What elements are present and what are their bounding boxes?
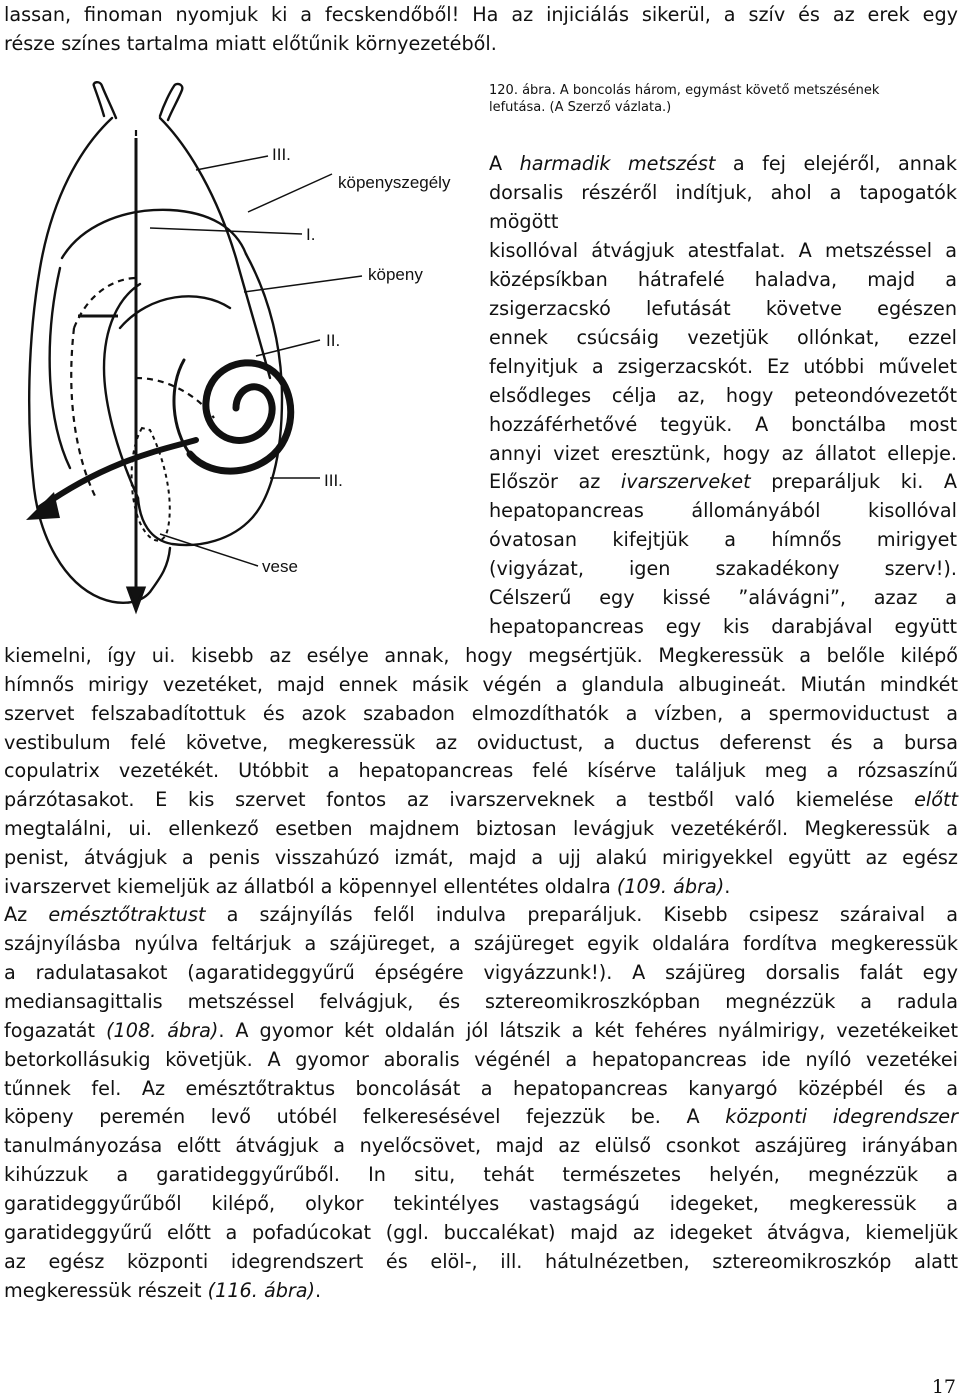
body-line: megtalálni, ui. ellenkező esetben majdnem biztosan levágjuk vezetékéről. Megkeressük a: [4, 817, 958, 840]
right-column-line: zsigerzacskó lefutását követve egészen: [489, 297, 957, 320]
body-line: megkeressük részeit (116. ábra).: [4, 1279, 322, 1302]
right-column-line: mögött: [489, 210, 559, 233]
figure-label-cut3-top: III.: [272, 145, 291, 164]
body-line: az egész központi idegrendszert és elöl-, ill. hátulnézetben, sztereomikroszkóp alatt: [4, 1250, 958, 1273]
right-column-line: óvatosan kifejtjük a hímnős mirigyet: [489, 528, 957, 551]
body-line: mediansagittalis metszéssel felvágjuk, és sztereomikroszkópban megnézzük a radula: [4, 990, 958, 1013]
figure-label-cut1: I.: [306, 225, 316, 244]
right-column-line: elsődleges célja az, hogy peteondóvezetőt: [489, 384, 957, 407]
body-line: tűnnek fel. Az emésztőtraktus boncolását a hepatopancreas kanyargó középbél és a: [4, 1077, 958, 1100]
right-column-line: középsíkban hátrafelé haladva, majd a: [489, 268, 957, 291]
right-column-line: A harmadik metszést a fej elejéről, annak: [489, 152, 957, 175]
body-line: tanulmányozása előtt átvágjuk a nyelőcsövet, majd az elülső csonkot aszájüreg irányában: [4, 1134, 958, 1157]
figure-caption-line: 120. ábra. A boncolás három, egymást követő metszésének: [489, 83, 880, 98]
page-number: 17: [931, 1376, 956, 1398]
body-line: copulatrix vezetékét. Utóbbit a hepatopancreas felé kísérve találjuk meg a rózsaszínű: [4, 759, 958, 782]
body-line: betorkollásukig követjük. A gyomor aboralis végénél a hepatopancreas ide nyíló vezetékei: [4, 1048, 958, 1071]
body-line: Az emésztőtraktust a szájnyílás felől indulva preparáljuk. Kisebb csipesz száraival a: [4, 903, 959, 926]
figure-label-cut3-bottom: III.: [324, 471, 343, 490]
body-line: párzótasakot. E kis szervet fontos az ivarszerveknek a testből való kiemelése előtt: [4, 788, 958, 811]
right-column-line: dorsalis részéről indítjuk, ahol a tapogatók: [489, 181, 957, 204]
body-line: lassan, finoman nyomjuk ki a fecskendőből! Ha az injiciálás sikerül, a szív és az erek egy: [4, 3, 958, 26]
figure-label-mantle: köpeny: [368, 265, 423, 284]
right-column-line: felnyitjuk a zsigerzacskót. Ez utóbbi művelet: [489, 355, 957, 378]
right-column-line: hepatopancreas egy kis darabjával együtt: [489, 615, 957, 638]
body-line: köpeny peremén levő utóbél felkeresésével fejezzük be. A központi idegrendszer: [4, 1105, 958, 1128]
body-line: fogazatát (108. ábra). A gyomor két oldalán jól látszik a két fehéres nyálmirigy, vezetékeiket: [4, 1019, 958, 1042]
right-column-line: (vigyázat, igen szakadékony szerv!).: [489, 557, 957, 580]
body-line: szájnyílásba nyúlva feltárjuk a szájüreget, a szájüreget egyik oldalára fordítva megkeressük: [4, 932, 958, 955]
body-line: hímnős mirigy vezetéket, majd ennek másik végén a glandula albugineát. Miután mindkét: [4, 673, 958, 696]
right-column-line: kisollóval átvágjuk atestfalat. A metszéssel a: [489, 239, 957, 262]
body-line: szervet felszabadítottuk és azok szabadon elmozdíthatók a vízben, a spermoviductust a: [4, 702, 958, 725]
body-line: kihúzzuk a garatideggyűrűből. In situ, tehát természetes helyén, megnézzük a: [4, 1163, 958, 1186]
body-line: garatideggyűrű előtt a pofadúcokat (ggl. buccalékat) majd az idegeket átvágva, kiemeljük: [4, 1221, 958, 1244]
right-column-line: hepatopancreas állományából kisollóval: [489, 499, 957, 522]
body-line: része színes tartalma miatt előtűnik környezetéből.: [4, 32, 497, 55]
body-line: kiemelni, így ui. kisebb az esélye annak, hogy megsértjük. Megkeressük a belőle kilépő: [4, 644, 958, 667]
figure-label-mantle-edge: köpenyszegély: [338, 173, 451, 192]
figure-caption-line: lefutása. (A Szerző vázlata.): [489, 100, 672, 115]
body-line: a radulatasakot (agaratideggyűrű épségére vigyázzunk!). A szájüreg dorsalis falát egy: [4, 961, 958, 984]
right-column-line: hozzáférhetővé tegyük. A bonctálba most: [489, 413, 957, 436]
right-column-line: annyi vizet eresztünk, hogy az állatot ellepje.: [489, 442, 957, 465]
right-column-line: Célszerű egy kissé ”alávágni”, azaz a: [489, 586, 957, 609]
figure-label-cut2: II.: [326, 331, 341, 350]
figure-120: [0, 78, 470, 644]
figure-label-kidney: vese: [262, 557, 298, 576]
body-line: penist, átvágjuk a penis visszahúzó izmát, majd a ujj alakú mirigyekkel együtt az egész: [4, 846, 958, 869]
body-line: ivarszervet kiemeljük az állatból a köpennyel ellentétes oldalra (109. ábra).: [4, 875, 731, 898]
body-line: vestibulum felé követve, megkeressük az oviductust, a ductus deferenst és a bursa: [4, 731, 958, 754]
snail-dissection-diagram: [0, 78, 470, 644]
body-line: garatideggyűrűből kilépő, olykor tekintélyes vastagságú idegeket, megkeressük a: [4, 1192, 958, 1215]
right-column-line: Először az ivarszerveket preparáljuk ki. A: [489, 470, 958, 493]
right-column-line: ennek csúcsáig vezetjük ollónkat, ezzel: [489, 326, 957, 349]
